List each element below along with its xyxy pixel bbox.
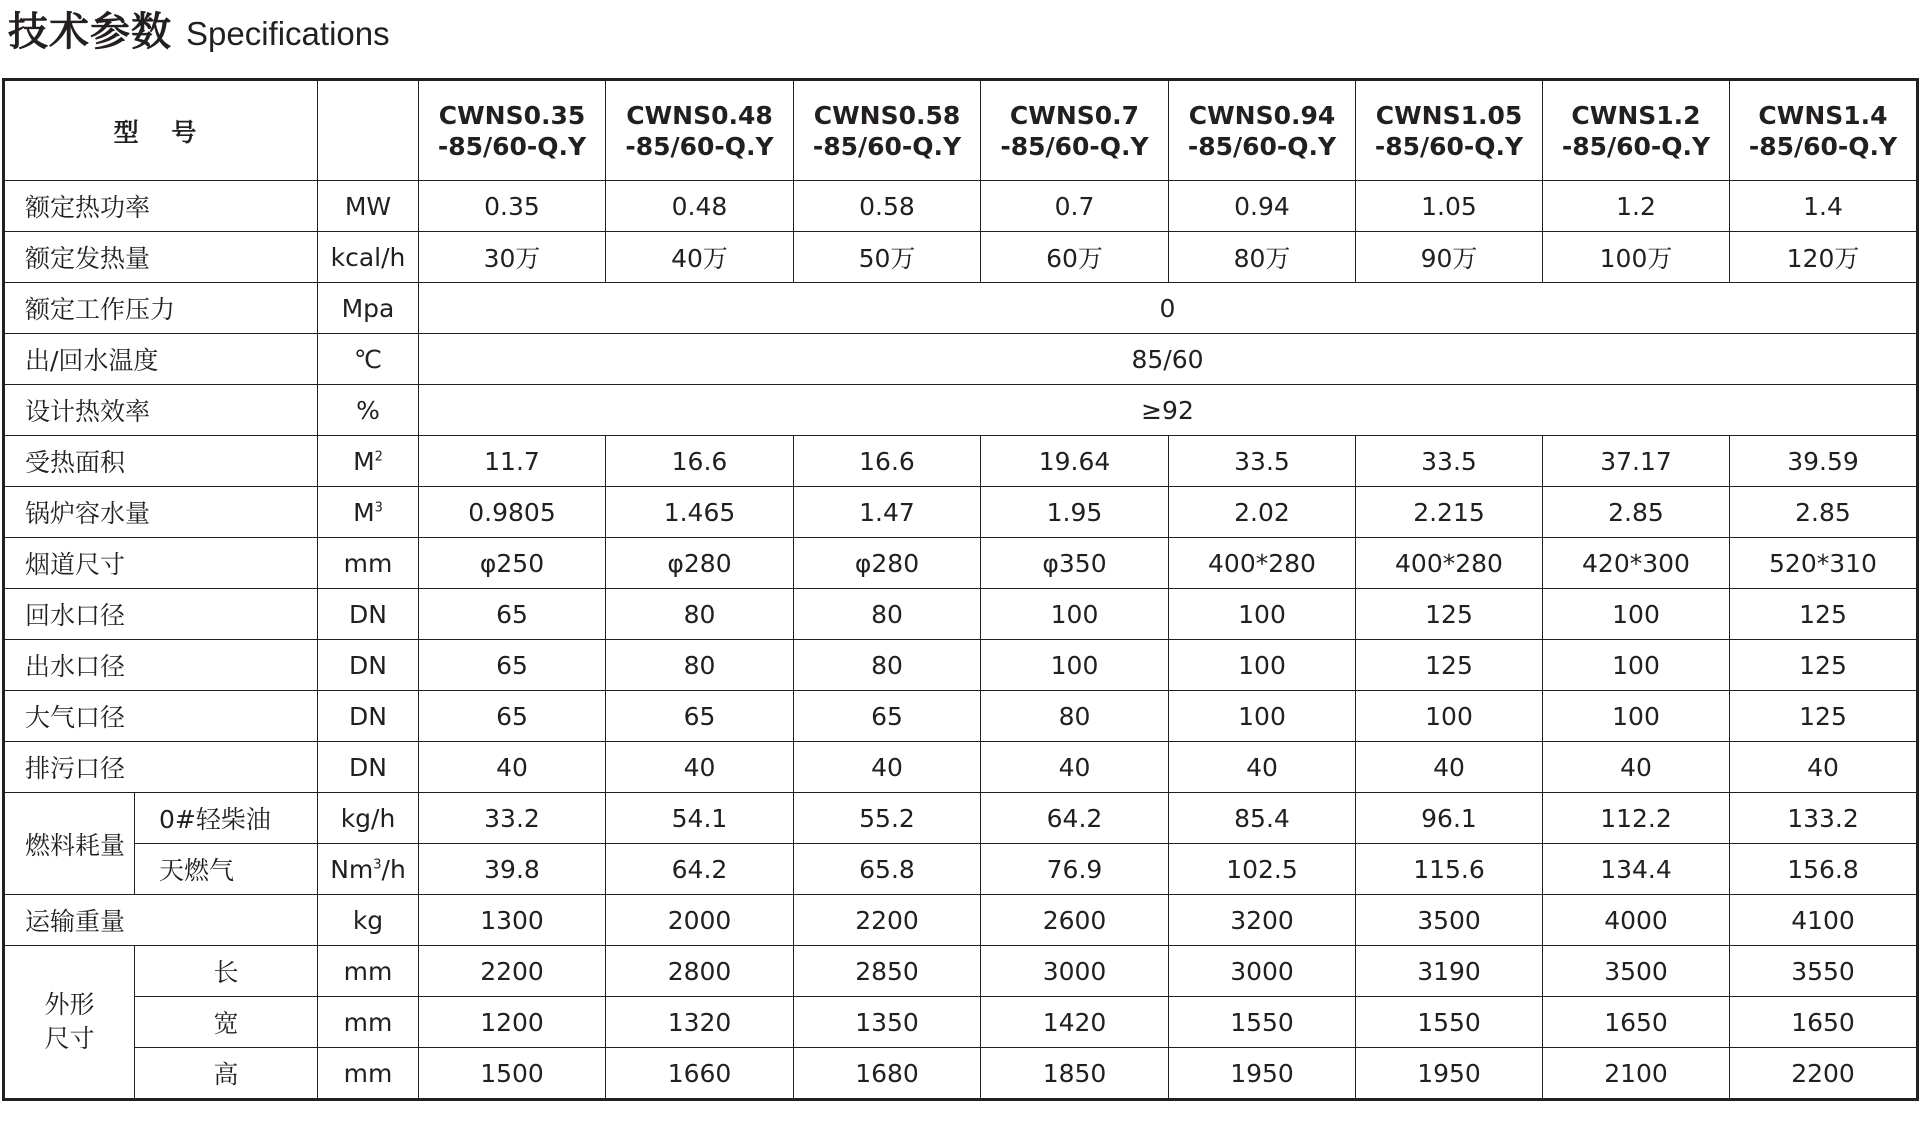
unit-base: M	[353, 446, 375, 476]
unit-header-cell	[318, 80, 419, 181]
model-name: CWNS0.58	[813, 100, 961, 130]
value-cell: 1320	[606, 997, 794, 1048]
value-cell: 400*280	[1356, 538, 1543, 589]
fuel-group-label: 燃料耗量	[4, 793, 135, 895]
value-cell: 90万	[1356, 232, 1543, 283]
value-cell: 64.2	[606, 844, 794, 895]
merged-value-cell: 85/60	[419, 334, 1918, 385]
value-cell: 4000	[1543, 895, 1730, 946]
row-label: 出水口径	[4, 640, 318, 691]
model-cell	[606, 80, 794, 181]
value-cell: 4100	[1730, 895, 1918, 946]
model-name: CWNS0.48	[626, 100, 773, 130]
value-cell: 55.2	[794, 793, 981, 844]
row-label: 额定热功率	[4, 181, 318, 232]
dim-sub-label: 长	[135, 946, 318, 997]
value-cell: 1.4	[1730, 181, 1918, 232]
value-cell: 2800	[606, 946, 794, 997]
title-en: Specifications	[186, 15, 390, 52]
unit-base: Nm	[330, 854, 374, 884]
row-flue-size	[4, 538, 1918, 589]
unit-cell: mm	[318, 946, 419, 997]
model-name: CWNS1.4	[1758, 100, 1888, 130]
value-cell: 80	[794, 589, 981, 640]
row-label: 运输重量	[4, 895, 318, 946]
value-cell: 100	[981, 640, 1169, 691]
unit-cell: DN	[318, 640, 419, 691]
value-cell: 520*310	[1730, 538, 1918, 589]
model-cell	[1543, 80, 1730, 181]
value-cell: 1.95	[981, 487, 1169, 538]
value-cell: 65	[606, 691, 794, 742]
unit-cell: ℃	[318, 334, 419, 385]
unit-cell	[318, 436, 419, 487]
model-cell	[1730, 80, 1918, 181]
value-cell: 16.6	[606, 436, 794, 487]
value-cell: 1550	[1169, 997, 1356, 1048]
value-cell: 3190	[1356, 946, 1543, 997]
value-cell: 2200	[1730, 1048, 1918, 1100]
value-cell: 80万	[1169, 232, 1356, 283]
value-cell: 65	[419, 589, 606, 640]
value-cell: 40	[606, 742, 794, 793]
value-cell: 0.94	[1169, 181, 1356, 232]
value-cell: 65	[794, 691, 981, 742]
value-cell: 40	[419, 742, 606, 793]
row-label: 烟道尺寸	[4, 538, 318, 589]
row-label: 设计热效率	[4, 385, 318, 436]
value-cell: 115.6	[1356, 844, 1543, 895]
value-cell: 2850	[794, 946, 981, 997]
value-cell: 19.64	[981, 436, 1169, 487]
unit-cell: DN	[318, 742, 419, 793]
value-cell: 3550	[1730, 946, 1918, 997]
value-cell: 40	[1543, 742, 1730, 793]
value-cell: 65.8	[794, 844, 981, 895]
value-cell: 0.48	[606, 181, 794, 232]
value-cell: 1350	[794, 997, 981, 1048]
row-fuel-diesel	[4, 793, 1918, 844]
value-cell: 125	[1356, 589, 1543, 640]
model-suffix: -85/60-Q.Y	[812, 131, 962, 161]
value-cell: 2.02	[1169, 487, 1356, 538]
unit-cell: mm	[318, 997, 419, 1048]
value-cell: 1680	[794, 1048, 981, 1100]
model-name: CWNS1.05	[1375, 100, 1523, 130]
unit-cell: kg	[318, 895, 419, 946]
unit-cell: Mpa	[318, 283, 419, 334]
row-efficiency	[4, 385, 1918, 436]
row-drain-port	[4, 742, 1918, 793]
value-cell: 100万	[1543, 232, 1730, 283]
dim-sub-label: 宽	[135, 997, 318, 1048]
value-cell: 2.85	[1543, 487, 1730, 538]
unit-cell	[318, 844, 419, 895]
row-fuel-gas	[4, 844, 1918, 895]
value-cell: 1.2	[1543, 181, 1730, 232]
value-cell: 156.8	[1730, 844, 1918, 895]
value-cell: 100	[1169, 589, 1356, 640]
value-cell: 40	[1730, 742, 1918, 793]
value-cell: 134.4	[1543, 844, 1730, 895]
value-cell: 125	[1730, 589, 1918, 640]
fuel-sub-label: 0#轻柴油	[135, 793, 318, 844]
header-row	[4, 80, 1918, 181]
value-cell: 33.5	[1356, 436, 1543, 487]
model-name: CWNS0.35	[438, 100, 586, 130]
value-cell: 1660	[606, 1048, 794, 1100]
model-name: CWNS1.2	[1571, 100, 1701, 130]
spec-table	[2, 78, 1919, 1101]
value-cell: 100	[981, 589, 1169, 640]
unit-superscript: 3	[373, 857, 382, 873]
row-water-capacity	[4, 487, 1918, 538]
row-water-temp	[4, 334, 1918, 385]
value-cell: 2.85	[1730, 487, 1918, 538]
row-label: 排污口径	[4, 742, 318, 793]
value-cell: 40	[981, 742, 1169, 793]
row-label: 额定工作压力	[4, 283, 318, 334]
row-rated-power	[4, 181, 1918, 232]
model-header-cell	[4, 80, 318, 181]
row-label: 锅炉容水量	[4, 487, 318, 538]
value-cell: 50万	[794, 232, 981, 283]
unit-cell	[318, 487, 419, 538]
value-cell: 1500	[419, 1048, 606, 1100]
merged-value-cell: 0	[419, 283, 1918, 334]
row-transport-weight	[4, 895, 1918, 946]
model-suffix: -85/60-Q.Y	[1187, 131, 1337, 161]
value-cell: 0.7	[981, 181, 1169, 232]
value-cell: 1420	[981, 997, 1169, 1048]
value-cell: 102.5	[1169, 844, 1356, 895]
value-cell: 2100	[1543, 1048, 1730, 1100]
value-cell: 2200	[419, 946, 606, 997]
value-cell: 64.2	[981, 793, 1169, 844]
row-dim-height	[4, 1048, 1918, 1100]
model-suffix: -85/60-Q.Y	[1000, 131, 1149, 161]
value-cell: 1550	[1356, 997, 1543, 1048]
value-cell: 33.2	[419, 793, 606, 844]
value-cell: 120万	[1730, 232, 1918, 283]
value-cell: 80	[606, 589, 794, 640]
value-cell: 1950	[1356, 1048, 1543, 1100]
value-cell: 54.1	[606, 793, 794, 844]
unit-cell: kg/h	[318, 793, 419, 844]
row-label: 额定发热量	[4, 232, 318, 283]
value-cell: 16.6	[794, 436, 981, 487]
model-cell	[794, 80, 981, 181]
value-cell: 2.215	[1356, 487, 1543, 538]
unit-cell: kcal/h	[318, 232, 419, 283]
model-name: CWNS0.94	[1188, 100, 1336, 130]
value-cell: 3000	[981, 946, 1169, 997]
value-cell: φ250	[419, 538, 606, 589]
value-cell: 1.47	[794, 487, 981, 538]
value-cell: 3500	[1543, 946, 1730, 997]
value-cell: 40	[1169, 742, 1356, 793]
dimensions-label-line1: 外形	[44, 990, 95, 1019]
value-cell: 2000	[606, 895, 794, 946]
value-cell: 2600	[981, 895, 1169, 946]
value-cell: 420*300	[1543, 538, 1730, 589]
row-label: 回水口径	[4, 589, 318, 640]
row-dim-length	[4, 946, 1918, 997]
value-cell: 76.9	[981, 844, 1169, 895]
value-cell: 85.4	[1169, 793, 1356, 844]
value-cell: 30万	[419, 232, 606, 283]
value-cell: 39.59	[1730, 436, 1918, 487]
dimensions-group-label	[4, 946, 135, 1100]
value-cell: 0.9805	[419, 487, 606, 538]
value-cell: 112.2	[1543, 793, 1730, 844]
unit-base: M	[353, 497, 375, 527]
row-label: 出/回水温度	[4, 334, 318, 385]
value-cell: 125	[1730, 640, 1918, 691]
model-suffix: -85/60-Q.Y	[437, 131, 587, 161]
model-cell	[419, 80, 606, 181]
unit-cell: %	[318, 385, 419, 436]
value-cell: 3200	[1169, 895, 1356, 946]
model-name: CWNS0.7	[1009, 100, 1140, 130]
value-cell: 39.8	[419, 844, 606, 895]
value-cell: 100	[1169, 640, 1356, 691]
row-label: 大气口径	[4, 691, 318, 742]
page-title	[8, 0, 390, 56]
value-cell: 60万	[981, 232, 1169, 283]
value-cell: 40万	[606, 232, 794, 283]
model-suffix: -85/60-Q.Y	[625, 131, 774, 161]
row-dim-width	[4, 997, 1918, 1048]
value-cell: 0.58	[794, 181, 981, 232]
value-cell: 1650	[1730, 997, 1918, 1048]
value-cell: 40	[1356, 742, 1543, 793]
unit-cell: DN	[318, 691, 419, 742]
dim-sub-label: 高	[135, 1048, 318, 1100]
value-cell: 65	[419, 640, 606, 691]
merged-value-cell: ≥92	[419, 385, 1918, 436]
value-cell: 65	[419, 691, 606, 742]
dimensions-label-line2: 尺寸	[44, 1024, 95, 1053]
row-label: 受热面积	[4, 436, 318, 487]
row-outlet-port	[4, 640, 1918, 691]
value-cell: 33.5	[1169, 436, 1356, 487]
value-cell: 125	[1730, 691, 1918, 742]
value-cell: 100	[1543, 589, 1730, 640]
value-cell: 3500	[1356, 895, 1543, 946]
unit-suffix: /h	[381, 854, 406, 884]
value-cell: 80	[981, 691, 1169, 742]
value-cell: 100	[1543, 691, 1730, 742]
row-rated-pressure	[4, 283, 1918, 334]
model-suffix: -85/60-Q.Y	[1561, 131, 1711, 161]
value-cell: 1200	[419, 997, 606, 1048]
value-cell: 80	[606, 640, 794, 691]
value-cell: 1300	[419, 895, 606, 946]
row-rated-heat	[4, 232, 1918, 283]
value-cell: 125	[1356, 640, 1543, 691]
row-heating-area	[4, 436, 1918, 487]
value-cell: 37.17	[1543, 436, 1730, 487]
model-cell	[1356, 80, 1543, 181]
value-cell: 100	[1169, 691, 1356, 742]
unit-cell: MW	[318, 181, 419, 232]
value-cell: 40	[794, 742, 981, 793]
value-cell: 100	[1543, 640, 1730, 691]
value-cell: 1.05	[1356, 181, 1543, 232]
unit-cell: DN	[318, 589, 419, 640]
value-cell: 11.7	[419, 436, 606, 487]
value-cell: 400*280	[1169, 538, 1356, 589]
value-cell: 100	[1356, 691, 1543, 742]
value-cell: φ280	[606, 538, 794, 589]
value-cell: 1950	[1169, 1048, 1356, 1100]
value-cell: 0.35	[419, 181, 606, 232]
row-return-port	[4, 589, 1918, 640]
value-cell: 1.465	[606, 487, 794, 538]
value-cell: φ280	[794, 538, 981, 589]
unit-superscript: 3	[374, 500, 383, 516]
unit-superscript: 2	[374, 449, 383, 465]
value-cell: 133.2	[1730, 793, 1918, 844]
model-cell	[981, 80, 1169, 181]
title-zh: 技术参数	[8, 9, 172, 55]
value-cell: 3000	[1169, 946, 1356, 997]
value-cell: 80	[794, 640, 981, 691]
fuel-sub-label: 天燃气	[135, 844, 318, 895]
value-cell: 1650	[1543, 997, 1730, 1048]
model-suffix: -85/60-Q.Y	[1748, 131, 1898, 161]
model-cell	[1169, 80, 1356, 181]
value-cell: 1850	[981, 1048, 1169, 1100]
unit-cell: mm	[318, 538, 419, 589]
model-suffix: -85/60-Q.Y	[1374, 131, 1524, 161]
row-vent-port	[4, 691, 1918, 742]
unit-cell: mm	[318, 1048, 419, 1100]
value-cell: 2200	[794, 895, 981, 946]
model-header-label: 型 号	[113, 117, 209, 147]
value-cell: φ350	[981, 538, 1169, 589]
value-cell: 96.1	[1356, 793, 1543, 844]
